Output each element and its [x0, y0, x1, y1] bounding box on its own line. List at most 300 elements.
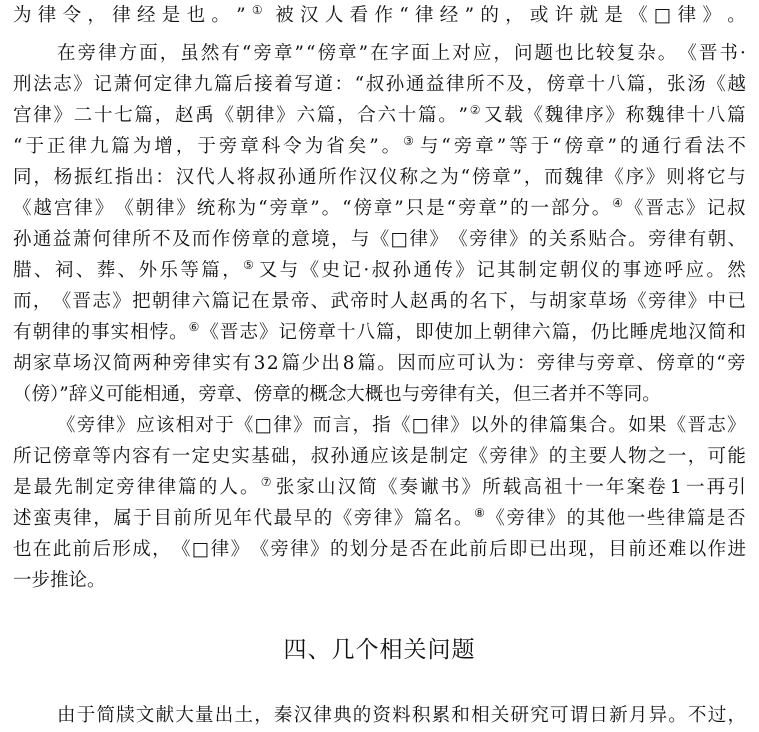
text-char: 》 — [508, 229, 528, 250]
text-char: 增 — [154, 136, 173, 157]
text-char: 》 — [116, 415, 135, 436]
text-char: 简 — [358, 477, 377, 498]
text-char: 旁 — [536, 353, 556, 374]
text-char: 旁 — [648, 291, 667, 312]
text-char: 问 — [513, 43, 533, 64]
text-char: 律 — [256, 105, 275, 126]
text-char: 杨 — [53, 167, 73, 188]
text-char: ， — [337, 105, 356, 126]
text-char: 看 — [684, 136, 703, 157]
text-char: 记 — [93, 74, 112, 95]
text-char: 前 — [173, 508, 192, 529]
text-char: 为 — [237, 198, 257, 219]
text-char: 应 — [370, 446, 389, 467]
text-char: 上 — [431, 43, 451, 64]
text-line — [13, 193, 746, 225]
text-char: 法 — [705, 136, 725, 157]
text-char: 叔 — [257, 167, 276, 188]
text-char: 魏 — [544, 105, 564, 126]
text-char: 葬 — [96, 260, 116, 281]
text-char: 通 — [32, 229, 52, 250]
text-char: 通 — [297, 167, 317, 188]
text-char: 朝 — [32, 322, 52, 343]
text-segment: （傍）”辞义可能相通，旁章、傍章的概念大概也与旁律有关，但三者并不等同。 — [13, 384, 661, 405]
footnote-marker[interactable]: ④ — [612, 196, 623, 210]
text-char: 定 — [449, 446, 469, 467]
text-char: 早 — [293, 508, 313, 529]
text-char: 将 — [236, 167, 256, 188]
text-char: 章 — [475, 136, 494, 157]
text-char: 面 — [139, 43, 158, 64]
text-char: 人 — [216, 167, 235, 188]
text-char: 实 — [212, 353, 231, 374]
text-char: 研 — [510, 705, 530, 726]
text-char: 》 — [276, 105, 295, 126]
text-char: 》 — [73, 74, 92, 95]
text-char: 前 — [628, 539, 647, 560]
text-char: ， — [352, 415, 371, 436]
text-char: 现 — [568, 539, 587, 560]
text-char: 、 — [117, 260, 137, 281]
text-char: 》 — [310, 539, 329, 560]
text-char: 史 — [321, 260, 340, 281]
text-char: 可 — [549, 705, 569, 726]
text-char: ” — [236, 5, 246, 26]
text-char: 后 — [234, 74, 253, 95]
text-char: 章 — [240, 136, 259, 157]
text-char: 。 — [240, 477, 259, 498]
text-char: 傍 — [656, 353, 675, 374]
text-char: 律 — [74, 198, 93, 219]
text-char: ， — [159, 43, 179, 64]
text-char: 《 — [57, 415, 76, 436]
text-char: 篇 — [213, 74, 233, 95]
text-char: 通 — [413, 260, 432, 281]
text-char: 魏 — [645, 105, 665, 126]
text-char: 。 — [727, 5, 746, 26]
text-char: 所 — [132, 229, 151, 250]
text-char: 傍 — [297, 322, 317, 343]
text-char: 篇 — [316, 105, 336, 126]
text-char: 写 — [294, 74, 313, 95]
text-char: 旁 — [506, 508, 525, 529]
text-char: 律 — [192, 353, 211, 374]
text-char: 其 — [586, 508, 606, 529]
text-char: 》 — [176, 198, 195, 219]
text-char: 《 — [250, 539, 269, 560]
text-char: 为 — [440, 167, 459, 188]
text-char: 着 — [274, 74, 293, 95]
text-char: 。 — [608, 415, 627, 436]
text-char: 孙 — [277, 167, 296, 188]
text-char: 志 — [53, 74, 72, 95]
text-char: 旁 — [489, 446, 508, 467]
text-char: 事 — [622, 260, 642, 281]
text-char: 实 — [110, 322, 130, 343]
text-char: ， — [588, 539, 607, 560]
text-char: 不 — [727, 136, 746, 157]
text-char: 《 — [628, 291, 647, 312]
text-char: 朝 — [707, 229, 727, 250]
text-char: ， — [254, 705, 273, 726]
text-char: 、 — [310, 291, 330, 312]
text-char: 》 — [258, 322, 278, 343]
text-char: 旁 — [469, 229, 488, 250]
text-char: 作 — [707, 539, 727, 560]
text-char: 卷 — [647, 477, 666, 498]
text-char: 杂 — [637, 43, 656, 64]
text-char: 定 — [191, 446, 211, 467]
text-char: 有 — [13, 322, 32, 343]
text-char: 的 — [271, 229, 290, 250]
text-char: 旁 — [253, 43, 272, 64]
text-char: 定 — [153, 74, 173, 95]
text-char: 目 — [153, 508, 172, 529]
text-char: ， — [175, 136, 195, 157]
text-char: 础 — [270, 446, 290, 467]
text-char: 》 — [687, 291, 707, 312]
text-char: 汉 — [175, 167, 195, 188]
text-char: 面 — [411, 43, 430, 64]
text-char: 律 — [529, 415, 548, 436]
text-char: 律 — [409, 229, 428, 250]
text-char: 祠 — [54, 260, 74, 281]
text-char: 、 — [75, 260, 95, 281]
text-char: 武 — [330, 291, 350, 312]
text-char: 迹 — [643, 260, 663, 281]
text-char: 名 — [433, 508, 453, 529]
text-char: 旁 — [353, 508, 373, 529]
text-char: 》 — [53, 105, 73, 126]
text-char: 少 — [301, 353, 320, 374]
text-char: 有 — [687, 229, 707, 250]
text-char: 律 — [155, 198, 175, 219]
text-char: 二 — [73, 105, 93, 126]
footnote-marker[interactable]: ① — [251, 3, 263, 17]
text-line — [13, 0, 746, 32]
text-char: ， — [152, 539, 171, 560]
footnote-marker[interactable]: ⑦ — [260, 475, 272, 489]
text-char: 外 — [489, 415, 509, 436]
text-char: 对 — [195, 415, 214, 436]
text-char: 朝 — [135, 198, 155, 219]
text-char: 境 — [311, 229, 330, 250]
text-char: 益 — [425, 74, 445, 95]
text-char: 旁 — [76, 415, 96, 436]
text-char: 土 — [234, 705, 253, 726]
text-char: 孙 — [385, 74, 405, 95]
text-char: 律 — [157, 477, 176, 498]
text-char: 在 — [429, 539, 448, 560]
text-char: 章 — [478, 198, 497, 219]
text-line — [13, 565, 746, 597]
footnote-marker[interactable]: ③ — [403, 134, 414, 148]
text-char: 而 — [191, 229, 211, 250]
text-char: ， — [509, 291, 528, 312]
text-char: 旁 — [457, 198, 477, 219]
text-char: 胡 — [13, 353, 32, 374]
text-char: 分 — [571, 198, 590, 219]
text-char: 出 — [548, 539, 568, 560]
text-char: 出 — [135, 167, 154, 188]
text-char: 在 — [32, 539, 52, 560]
text-char: 经 — [136, 5, 156, 26]
text-char: 书 — [719, 43, 738, 64]
footnote-marker[interactable]: ⑧ — [474, 506, 485, 520]
text-char: 还 — [647, 539, 667, 560]
text-char: 把 — [132, 291, 151, 312]
text-char: 比 — [575, 43, 595, 64]
text-char: 律 — [414, 5, 434, 26]
text-char: 虎 — [649, 322, 668, 343]
text-char: 言 — [332, 415, 352, 436]
text-char: 律 — [677, 5, 697, 26]
text-char: 代 — [253, 508, 273, 529]
text-char: 内 — [112, 446, 131, 467]
text-char: 九 — [193, 74, 213, 95]
text-char: 《 — [234, 415, 254, 436]
text-char: 制 — [429, 446, 449, 467]
text-char: 的 — [619, 136, 639, 157]
text-char: 统 — [196, 198, 216, 219]
text-char: 复 — [616, 43, 636, 64]
text-char: 志 — [239, 322, 258, 343]
text-line — [13, 317, 746, 349]
text-char: 出 — [214, 705, 234, 726]
text-line — [57, 38, 746, 70]
text-char: 越 — [727, 74, 746, 95]
text-char: 以 — [687, 539, 707, 560]
text-char: 。 — [169, 322, 188, 343]
text-char: “ — [460, 167, 471, 188]
text-char: 是 — [389, 539, 409, 560]
text-char: ， — [32, 291, 52, 312]
text-char: 相 — [130, 322, 149, 343]
text-char: 章 — [251, 229, 271, 250]
text-char: 也 — [555, 43, 574, 64]
text-char: 刑 — [13, 74, 32, 95]
text-char: 《 — [200, 322, 219, 343]
text-char: 与 — [528, 291, 548, 312]
footnote-marker[interactable]: ⑥ — [188, 320, 200, 334]
text-char: 究 — [530, 705, 549, 726]
text-char: 等 — [509, 136, 528, 157]
text-char: 章 — [616, 353, 636, 374]
text-char: 禹 — [429, 291, 449, 312]
text-char: 然 — [727, 260, 746, 281]
text-char: 基 — [251, 446, 270, 467]
text-char: 汉 — [300, 5, 319, 26]
text-char: 2 — [266, 353, 279, 374]
text-char: 对 — [452, 43, 471, 64]
text-char: 》 — [429, 229, 448, 250]
text-char: 篇 — [626, 74, 646, 95]
text-char: 经 — [439, 5, 459, 26]
text-char: 篇 — [418, 105, 437, 126]
text-char: 它 — [706, 167, 726, 188]
text-char: 志 — [92, 291, 111, 312]
text-char: 宫 — [13, 105, 32, 126]
text-char: 新 — [609, 705, 628, 726]
text-char: 为 — [304, 136, 324, 157]
text-char: ， — [154, 105, 174, 126]
text-char: 下 — [489, 291, 508, 312]
text-char: 律 — [512, 322, 532, 343]
text-char: 名 — [469, 291, 488, 312]
text-char: 贴 — [588, 229, 607, 250]
text-char: 是 — [13, 477, 32, 498]
text-char: ， — [523, 167, 543, 188]
text-char: 与 — [350, 229, 370, 250]
text-char: 的 — [509, 415, 529, 436]
text-char: 章 — [566, 74, 586, 95]
text-char: 叔 — [310, 446, 330, 467]
text-char: 出 — [321, 353, 340, 374]
text-char: 又 — [258, 260, 278, 281]
text-char: 再 — [706, 477, 726, 498]
text-char: ， — [493, 43, 512, 64]
text-char: 主 — [568, 446, 588, 467]
text-char: 量 — [195, 705, 214, 726]
text-char: 合 — [588, 415, 608, 436]
text-char: 六 — [296, 105, 316, 126]
text-char: 的 — [601, 260, 621, 281]
text-char: 腊 — [13, 260, 32, 281]
text-char: 汉 — [337, 477, 357, 498]
text-char: 此 — [449, 539, 468, 560]
text-line — [13, 379, 746, 411]
text-char: 旁 — [727, 353, 746, 374]
text-char: 篇 — [281, 353, 301, 374]
text-char: “ — [13, 136, 23, 157]
text-char: 睡 — [629, 322, 649, 343]
text-char: 晋 — [645, 198, 664, 219]
text-char: 萧 — [113, 74, 132, 95]
text-char: 。 — [377, 353, 396, 374]
text-char: 记 — [278, 322, 297, 343]
text-char: 他 — [606, 508, 626, 529]
text-char: ， — [331, 229, 350, 250]
text-char: 可 — [457, 353, 476, 374]
text-char: 章 — [586, 136, 605, 157]
text-char: 傍 — [471, 167, 491, 188]
text-char: 。 — [381, 136, 401, 157]
text-char: 即 — [415, 322, 434, 343]
text-char: 仪 — [379, 167, 398, 188]
text-char: 所 — [318, 167, 337, 188]
text-char: 合 — [357, 105, 376, 126]
text-char: 不 — [486, 74, 505, 95]
footnote-marker[interactable]: ② — [469, 103, 481, 117]
text-char: “ — [354, 74, 365, 95]
text-char: 方 — [118, 43, 138, 64]
text-char: 和 — [727, 322, 746, 343]
text-char: 牍 — [116, 705, 135, 726]
text-char: 篇 — [211, 291, 230, 312]
text-char: “ — [306, 43, 316, 64]
text-char: 于 — [133, 508, 152, 529]
text-char: 人 — [324, 5, 344, 26]
text-char: 是 — [604, 5, 623, 26]
text-char: 简 — [96, 705, 115, 726]
text-char: 律 — [210, 539, 230, 560]
text-char: 相 — [175, 415, 195, 436]
text-char: 章 — [289, 198, 309, 219]
text-char: 应 — [136, 415, 155, 436]
text-char: 篇 — [686, 508, 706, 529]
text-char: 然 — [200, 43, 220, 64]
text-char: 被 — [275, 5, 294, 26]
text-char: 也 — [13, 539, 32, 560]
text-char: 应 — [685, 260, 704, 281]
text-char: 于 — [530, 136, 550, 157]
text-char: 上 — [473, 322, 493, 343]
text-char: 《 — [13, 198, 32, 219]
text-char: 六 — [532, 322, 551, 343]
text-char: 律 — [273, 415, 292, 436]
text-char: 目 — [608, 539, 627, 560]
text-char: 旁 — [270, 539, 289, 560]
text-char: 料 — [392, 705, 411, 726]
text-char: 分 — [369, 539, 389, 560]
text-char: 最 — [273, 508, 293, 529]
text-char: 相 — [471, 705, 490, 726]
text-char: 志 — [665, 198, 685, 219]
text-char: 两 — [132, 353, 152, 374]
text-char: 为 — [13, 5, 32, 26]
text-char: 或 — [529, 5, 549, 26]
text-char: 部 — [550, 198, 570, 219]
text-char: 地 — [668, 322, 688, 343]
text-char: 十 — [337, 322, 356, 343]
text-char: 章 — [492, 167, 511, 188]
text-char: 律 — [446, 74, 465, 95]
text-char: 见 — [213, 508, 232, 529]
text-char: 通 — [350, 446, 369, 467]
text-char: 越 — [33, 198, 52, 219]
text-char: 科 — [261, 136, 281, 157]
text-char: 该 — [390, 446, 409, 467]
text-char: 八 — [356, 322, 376, 343]
text-char: 《 — [449, 229, 468, 250]
text-char: 的 — [329, 539, 349, 560]
text-char: 章 — [72, 446, 92, 467]
text-char: ” — [512, 167, 523, 188]
text-char: ” — [464, 5, 475, 26]
text-char: 在 — [370, 43, 389, 64]
text-char: ： — [155, 167, 174, 188]
text-char: 傍 — [353, 198, 372, 219]
text-char: 一 — [585, 477, 604, 498]
text-char: 帝 — [290, 291, 310, 312]
text-char: 。 — [454, 508, 473, 529]
footnote-marker[interactable]: ⑤ — [243, 258, 254, 272]
text-char: 》 — [293, 415, 312, 436]
text-char: 场 — [72, 353, 92, 374]
text-char: 只 — [405, 198, 425, 219]
text-char: 家 — [296, 477, 315, 498]
text-char: 与 — [727, 167, 746, 188]
text-char: 一 — [667, 446, 687, 467]
text-char: 、 — [33, 260, 53, 281]
text-char: 六 — [377, 105, 397, 126]
text-char: 合 — [608, 229, 627, 250]
text-char: 。 — [657, 43, 677, 64]
text-char: 而 — [544, 167, 563, 188]
text-char: 汉 — [293, 705, 313, 726]
text-char: 之 — [419, 167, 439, 188]
text-char: “ — [552, 136, 562, 157]
